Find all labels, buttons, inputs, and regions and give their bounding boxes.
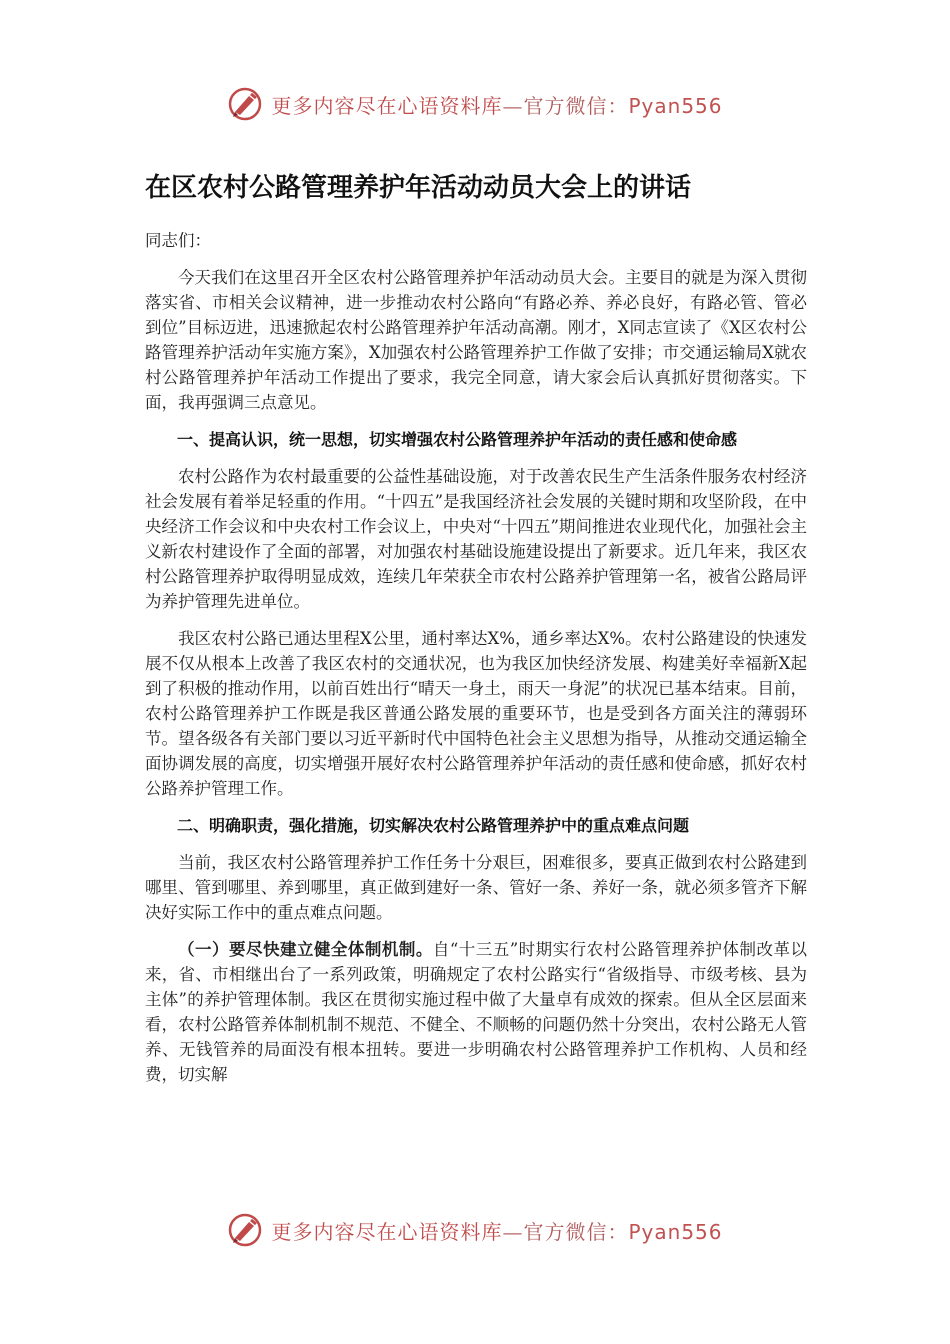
watermark-site: 更多内容尽在心语资料库: [271, 93, 503, 118]
document-title: 在区农村公路管理养护年活动动员大会上的讲话: [145, 173, 692, 203]
section1-heading: 一、提高认识，统一思想，切实增强农村公路管理养护年活动的责任感和使命感: [177, 430, 738, 449]
watermark-account: Pyan556: [628, 1219, 723, 1244]
watermark-text: [271, 90, 722, 119]
watermark-site: 更多内容尽在心语资料库: [271, 1219, 503, 1244]
pen-logo-icon: [227, 86, 263, 122]
section2-heading: 二、明确职责，强化措施，切实解决农村公路管理养护中的重点难点问题: [177, 816, 690, 835]
watermark-text: [271, 1216, 722, 1245]
watermark-banner-bottom: [0, 1210, 950, 1250]
subsection-1-text: 自“十三五”时期实行农村公路管理养护体制改革以来，省、市相继出台了一系列政策，明确规定了农村公路实行“省级指导、市级考核、县为主体”的养护管理体制。我区在贯彻实施过程中做了大量卓有成效的探索。但从全区层面来看，农村公路管养体制机制不规范、不健全、不顺畅的问题仍然十分突出，农村公路无人管养、无钱管养的局面没有根本扭转。要进一步明确农村公路管理养护工作机构、人员和经费，切实解: [145, 940, 808, 1084]
watermark-dash: —: [502, 93, 524, 118]
section1-paragraph-2: 我区农村公路已通达里程X公里，通村率达X%，通乡率达X%。农村公路建设的快速发展不仅从根本上改善了我区农村的交通状况，也为我区加快经济发展、构建美好幸福新X起到了积极的推动作用，以前百姓出行“晴天一身土，雨天一身泥”的状况已基本结束。目前，农村公路管理养护工作既是我区普通公路发展的重要环节，也是受到各方面关注的薄弱环节。望各级各有关部门要以习近平新时代中国特色社会主义思想为指导，从推动交通运输全面协调发展的高度，切实增强开展好农村公路管理养护年活动的责任感和使命感，抓好农村公路养护管理工作。: [145, 629, 807, 798]
watermark-wechat-label: 官方微信：: [523, 1219, 629, 1244]
watermark-account: Pyan556: [628, 93, 723, 118]
watermark-wechat-label: 官方微信：: [523, 93, 629, 118]
section2-paragraph-1: 当前，我区农村公路管理养护工作任务十分艰巨，困难很多，要真正做到农村公路建到哪里、管到哪里、养到哪里，真正做到建好一条、管好一条、养好一条，就必须多管齐下解决好实际工作中的重点难点问题。: [145, 853, 807, 922]
watermark-banner-top: [0, 84, 950, 124]
section2-subsection-1: [145, 937, 807, 1087]
intro-paragraph: 今天我们在这里召开全区农村公路管理养护年活动动员大会。主要目的就是为深入贯彻落实省、市相关会议精神，进一步推动农村公路向“有路必养、养必良好，有路必管、管必到位”目标迈进，迅速掀起农村公路管理养护年活动高潮。刚才，X同志宣读了《X区农村公路管理养护活动年实施方案》，X加强农村公路管理养护工作做了安排；市交通运输局X就农村公路管理养护年活动工作提出了要求，我完全同意，请大家会后认真抓好贯彻落实。下面，我再强调三点意见。: [145, 268, 807, 412]
section1-paragraph-1: 农村公路作为农村最重要的公益性基础设施，对于改善农民生产生活条件服务农村经济社会发展有着举足轻重的作用。“十四五”是我国经济社会发展的关键时期和攻坚阶段，在中央经济工作会议和中央农村工作会议上，中央对“十四五”期间推进农业现代化，加强社会主义新农村建设作了全面的部署，对加强农村基础设施建设提出了新要求。近几年来，我区农村公路管理养护取得明显成效，连续几年荣获全市农村公路养护管理第一名，被省公路局评为养护管理先进单位。: [145, 467, 807, 611]
subsection-1-title: （一）要尽快建立健全体制机制。: [178, 940, 433, 959]
salutation: 同志们：: [145, 231, 211, 250]
document-body: [145, 168, 807, 1099]
pen-logo-icon: [227, 1212, 263, 1248]
watermark-dash: —: [502, 1219, 524, 1244]
